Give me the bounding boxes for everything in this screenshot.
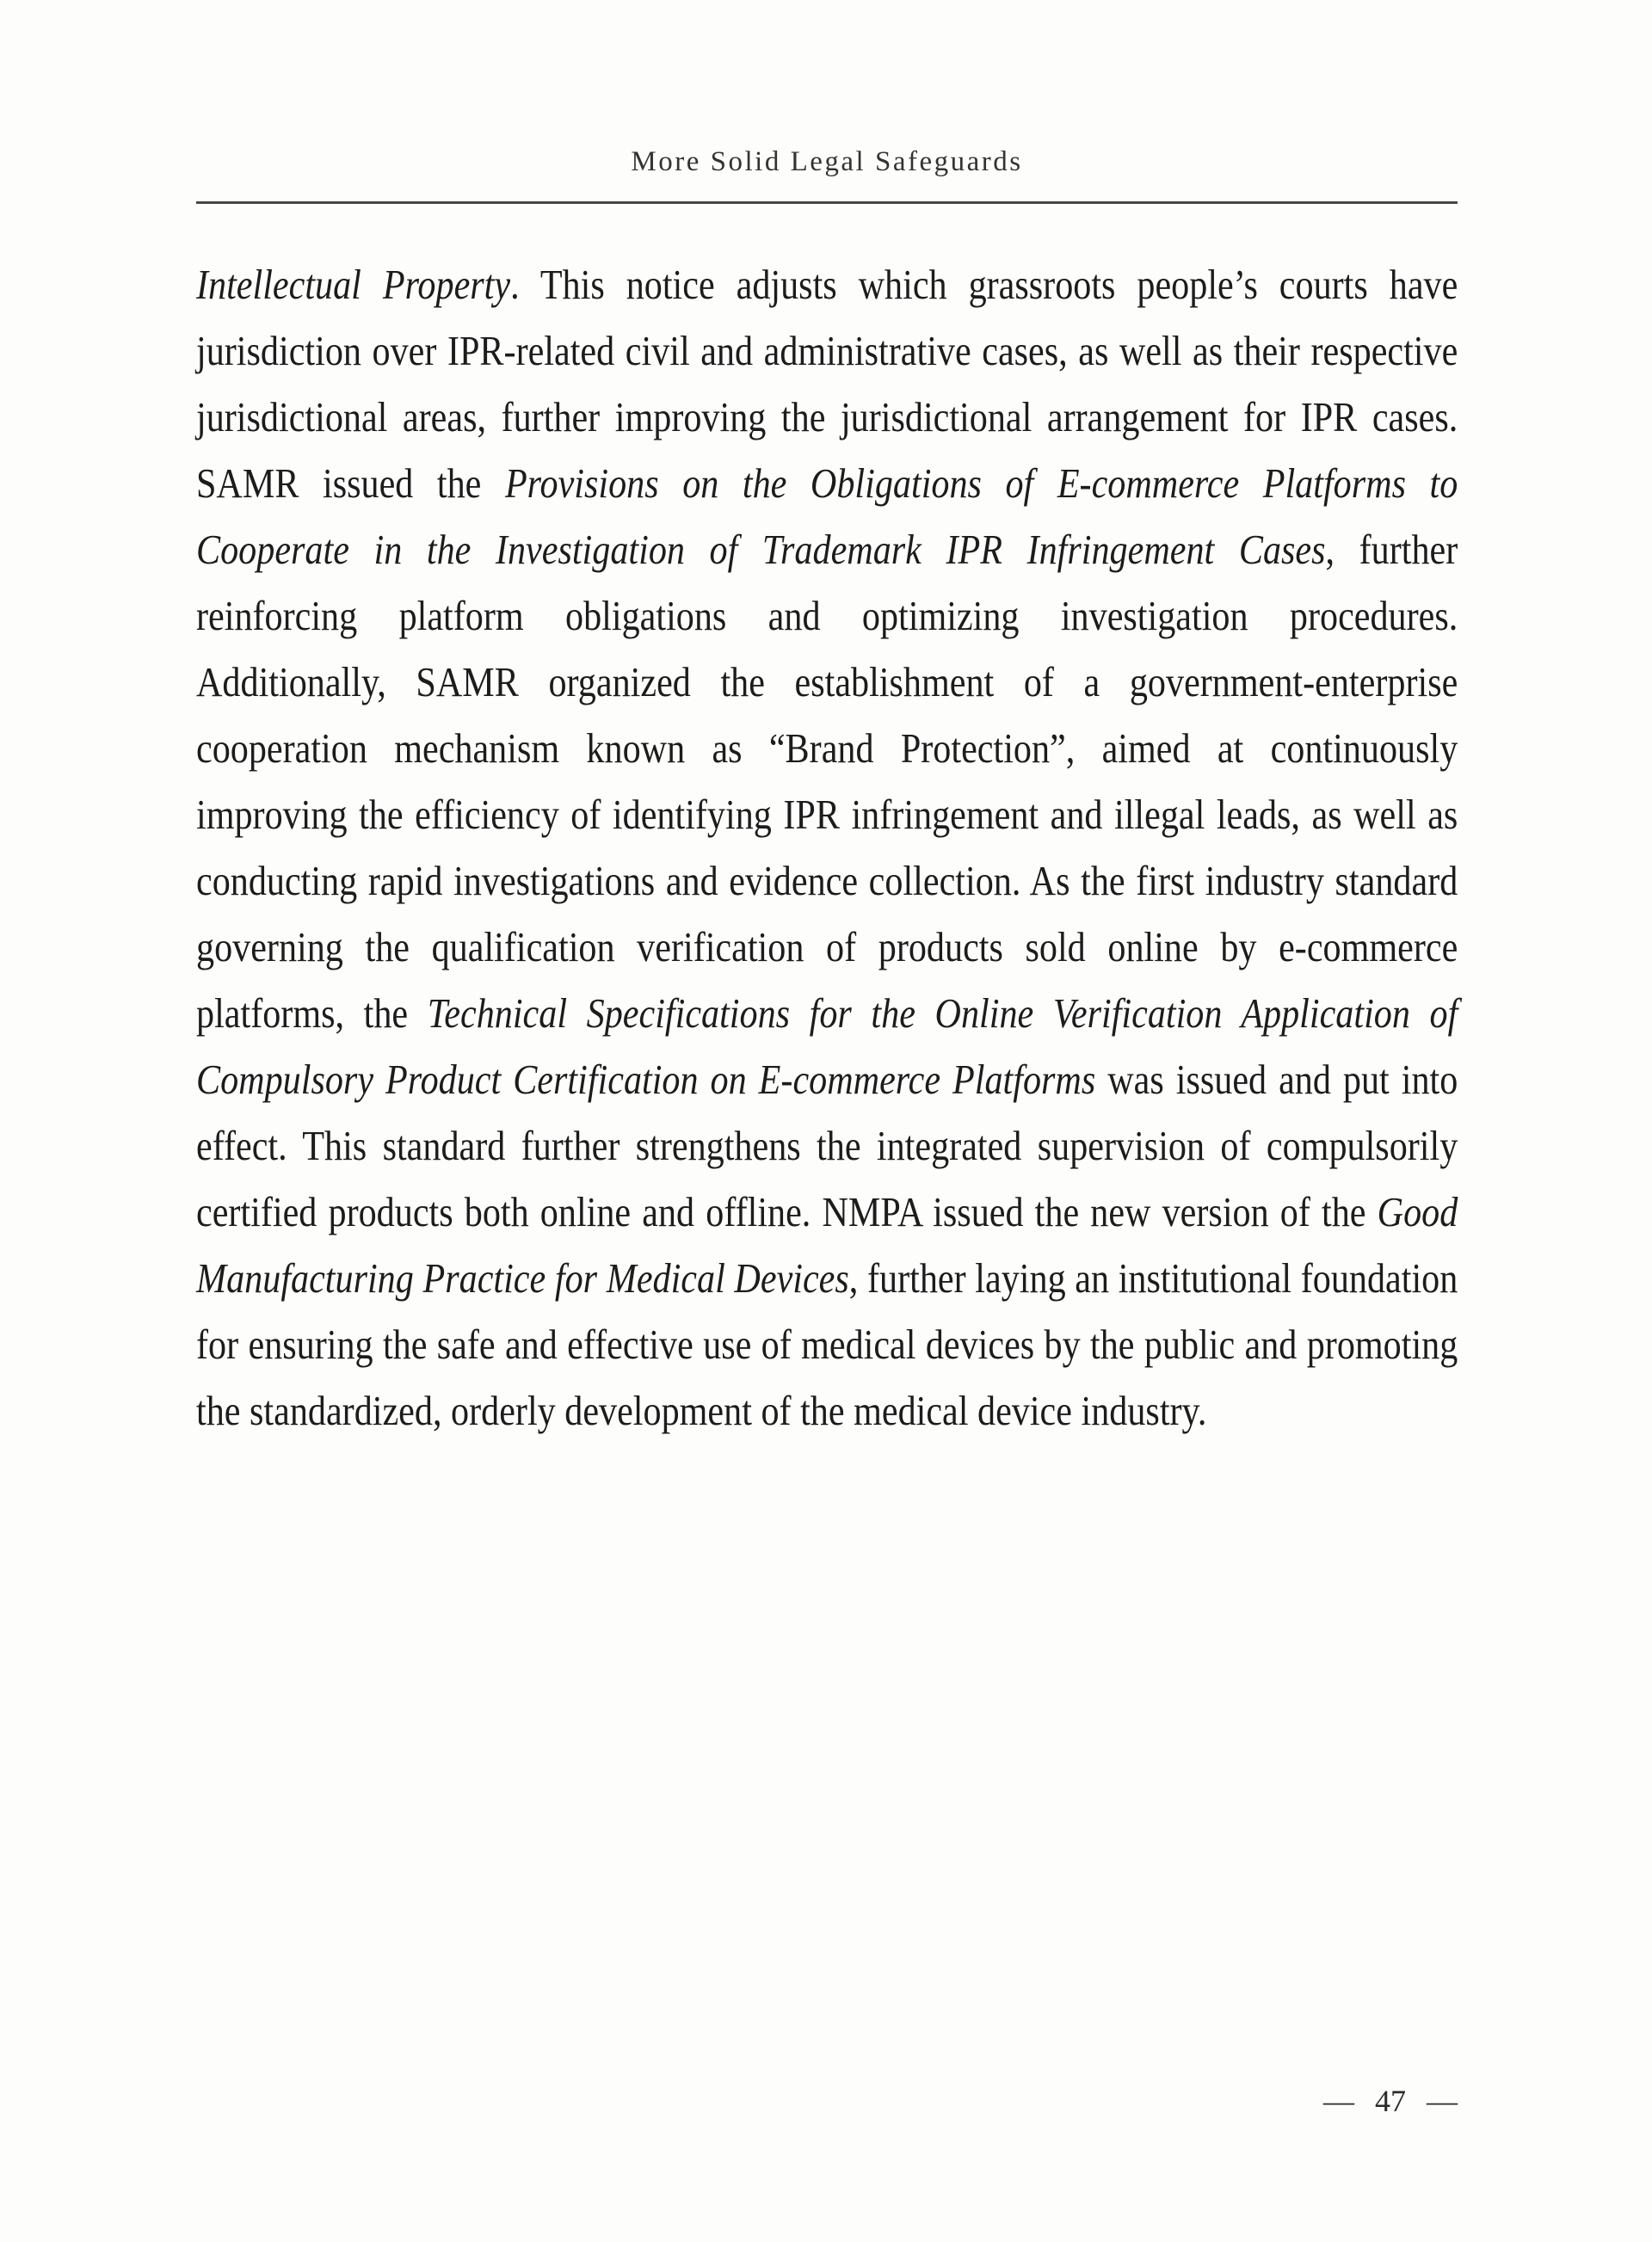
- italic-document-title: Provisions on the Obligations of E-commerce Platforms to Cooperate in the Investigation of Trademark IPR Infringement Cases: [196, 459, 1458, 573]
- paragraph-text: was issued and put into effect. This standard further strengthens the integrated supervision of compulsorily certified products both online and offline. NMPA issued the new version of the: [196, 1056, 1458, 1235]
- italic-document-title: Technical Specifications for the Online Verification Application of Compulsory Product Certification on E-commerce Platforms: [196, 989, 1458, 1103]
- body-paragraph: [196, 251, 1458, 1444]
- paragraph-text: . This notice adjusts which grassroots people’s courts have jurisdiction over IPR-related civil and administrative cases, as well as their respective jurisdictional areas, further improving the jurisdictional arrangement for IPR cases. SAMR issued the: [196, 261, 1458, 507]
- italic-document-title: Good Manufacturing Practice for Medical Devices: [196, 1188, 1458, 1302]
- running-head-title: More Solid Legal Safeguards: [631, 146, 1023, 177]
- header-rule: [196, 201, 1458, 204]
- page-number: 47: [1375, 2084, 1406, 2118]
- page-footer: [196, 2083, 1458, 2119]
- paragraph-text: , further reinforcing platform obligations and optimizing investigation procedures. Additionally, SAMR organized the establishment of a government-enterprise cooperation mechanism known as “Brand Protection”, aimed at continuously improving the efficiency of identifying IPR infringement and illegal leads, as well as conducting rapid investigations and evidence collection. As the first industry standard governing the qualification verification of products sold online by e-commerce platforms, the: [196, 526, 1458, 1037]
- italic-document-title: Intellectual Property: [196, 261, 511, 308]
- page-number-dash-right: —: [1427, 2084, 1458, 2118]
- page-number-dash-left: —: [1323, 2084, 1354, 2118]
- paragraph-text: , further laying an institutional foundation for ensuring the safe and effective use of medical devices by the public and promoting the standardized, orderly development of the medical device industry.: [196, 1254, 1458, 1434]
